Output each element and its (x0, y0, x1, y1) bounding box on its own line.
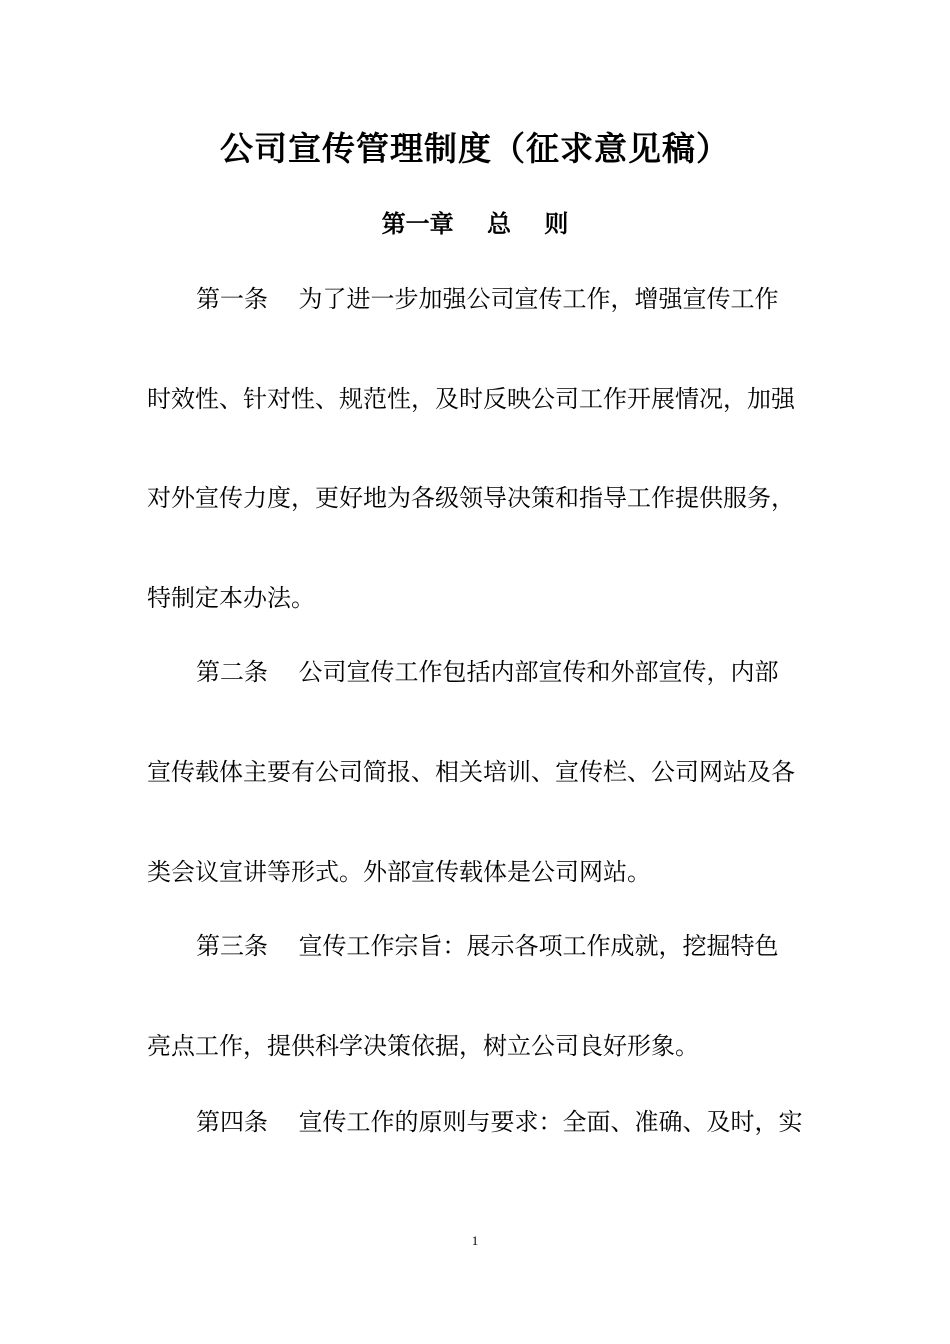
page-number: 1 (471, 1233, 479, 1248)
chapter-heading: 第一章 总 则 (381, 210, 569, 238)
paragraph-line: 对外宣传力度，更好地为各级领导决策和指导工作提供服务， (147, 484, 795, 512)
paragraph-line: 第一条 为了进一步加强公司宣传工作，增强宣传工作 (196, 285, 779, 313)
paragraph-line: 第二条 公司宣传工作包括内部宣传和外部宣传，内部 (196, 658, 779, 686)
paragraph-line: 亮点工作，提供科学决策依据，树立公司良好形象。 (147, 1032, 699, 1060)
paragraph-line: 第四条 宣传工作的原则与要求：全面、准确、及时，实 (196, 1108, 803, 1136)
paragraph-line: 时效性、针对性、规范性，及时反映公司工作开展情况，加强 (147, 385, 795, 413)
paragraph-line: 类会议宣讲等形式。外部宣传载体是公司网站。 (147, 858, 651, 886)
paragraph-line: 特制定本办法。 (147, 584, 315, 612)
document-title: 公司宣传管理制度（征求意见稿） (220, 129, 730, 168)
paragraph-line: 宣传载体主要有公司简报、相关培训、宣传栏、公司网站及各 (147, 758, 795, 786)
paragraph-line: 第三条 宣传工作宗旨：展示各项工作成就，挖掘特色 (196, 932, 779, 960)
